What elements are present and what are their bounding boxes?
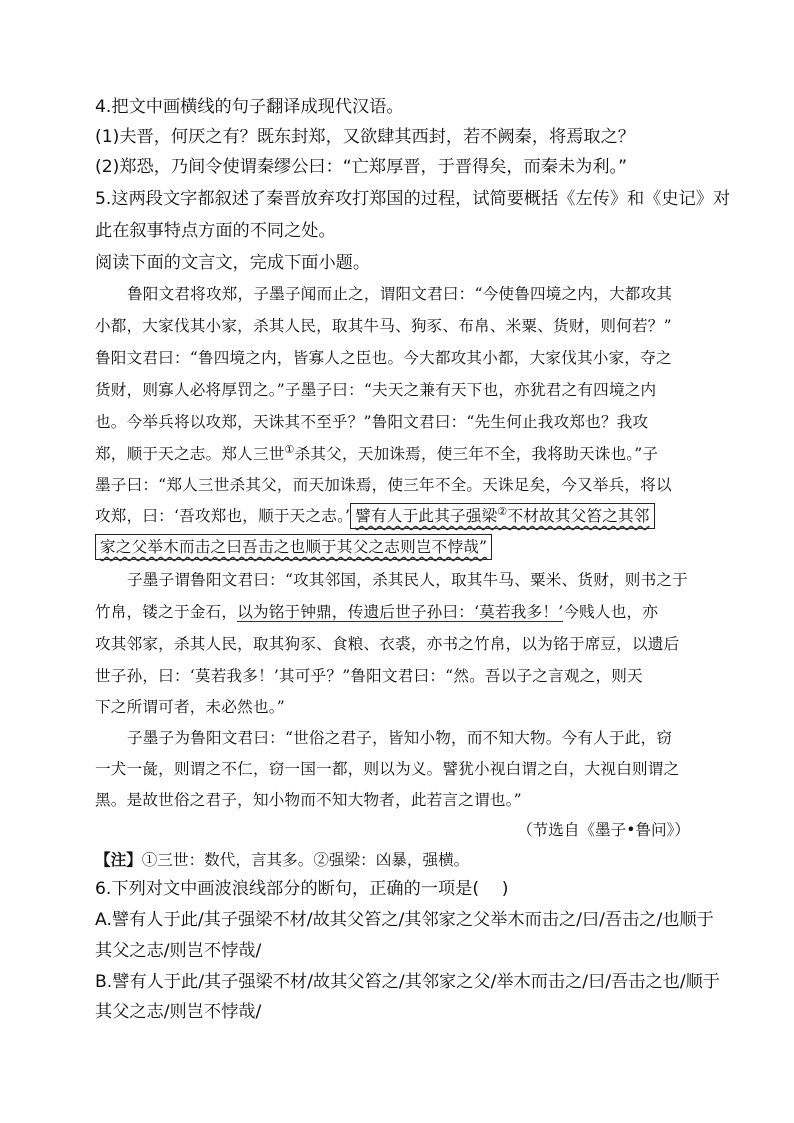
- passage-p2-line-5: 下之所谓可者，未必然也。”: [95, 698, 285, 716]
- question-6-title: 6.下列对文中画波浪线部分的断句，正确的一项是( ): [95, 879, 509, 899]
- passage-p1-line-9: [95, 534, 492, 560]
- footnote: [95, 848, 469, 872]
- option-a-line-2: 其父之志/则岂不悖哉/: [95, 941, 262, 961]
- passage-source: （节选自《墨子•鲁问》）: [517, 821, 690, 839]
- question-4-item-2: (2)郑恐，乃间令使谓秦缪公曰：“亡郑厚晋，于晋得矣，而秦未为利。”: [95, 157, 627, 177]
- passage-p3-line-1: 子墨子为鲁阳文君曰：“世俗之君子，皆知小物，而不知大物。今有人于此，窃: [127, 729, 673, 747]
- option-a-line-1: A.譬有人于此/其子强梁不材/故其父笞之/其邻家之父举木而击之/曰/吾击之/也顺于: [95, 910, 714, 930]
- passage-p3-line-2: 一犬一彘，则谓之不仁，窃一国一都，则以为义。譬犹小视白谓之白，大视白则谓之: [95, 760, 680, 778]
- boxed-wavy-sentence: [350, 503, 654, 529]
- option-b-line-2: 其父之志/则岂不悖哉/: [95, 1002, 262, 1022]
- reading-intro: 阅读下面的文言文，完成下面小题。: [95, 253, 371, 273]
- passage-p1-line-3: 鲁阳文君曰：“鲁四境之内，皆寡人之臣也。今大都攻其小都，大家伐其小家，夺之: [95, 349, 672, 367]
- passage-text: 攻郑，曰：‘吾攻郑也，顺于天之志。’: [95, 507, 351, 525]
- passage-p2-line-3: 攻其邻家，杀其人民，取其狗豕、食粮、衣裘，亦书之竹帛，以为铭于席豆，以遗后: [95, 635, 680, 653]
- passage-p2-line-4: 世子孙，曰：‘莫若我多！’其可乎？”鲁阳文君曰：“然。吾以子之言观之，则天: [95, 667, 643, 685]
- passage-p1-line-4: 货财，则寡人必将厚罚之。”子墨子曰：“夫天之兼有天下也，亦犹君之有四境之内: [95, 381, 657, 399]
- footnote-marker: ①: [284, 442, 295, 456]
- question-4-item-1: (1)夫晋，何厌之有？既东封郑，又欲肆其西封，若不阙秦，将焉取之？: [95, 127, 635, 147]
- passage-text: 不材故其父笞之其邻: [507, 507, 650, 525]
- passage-p1-line-7: 墨子曰：“郑人三世杀其父，而天加诛焉，使三年不全。天诛足矣，今又举兵，将以: [95, 476, 672, 494]
- passage-p3-line-3: 黑。是故世俗之君子，知小物而不知大物者，此若言之谓也。”: [95, 791, 522, 809]
- passage-p2-line-1: 子墨子谓鲁阳文君曰：“攻其邻国，杀其民人，取其牛马、粟米、货财，则书之于: [127, 571, 688, 589]
- question-5-line-2: 此在叙事特点方面的不同之处。: [95, 221, 336, 241]
- option-b-line-1: B.譬有人于此/其子强梁不材/故其父笞之/其邻家之父/举木而击之/曰/吾击之也/顺于: [95, 972, 720, 992]
- boxed-wavy-sentence: 家之父举木而击之曰吾击之也顺于其父之志则岂不悖哉”: [95, 534, 492, 560]
- underlined-sentence: 以为铭于钟鼎，传遗后世子孙曰：‘莫若我多！’: [237, 603, 564, 621]
- passage-p2-line-2: [95, 600, 658, 624]
- passage-p1-line-1: 鲁阳文君将攻郑，子墨子闻而止之，谓阳文君曰：“今使鲁四境之内，大都攻其: [127, 285, 673, 303]
- passage-p1-line-2: 小都，大家伐其小家，杀其人民，取其牛马、狗豕、布帛、米粟、货财，则何若？”: [95, 317, 672, 335]
- passage-text: 杀其父，天加诛焉，使三年不全，我将助天诛也。”子: [294, 445, 659, 463]
- passage-p1-line-6: [95, 442, 658, 466]
- passage-text: 今贱人也，亦: [563, 603, 659, 621]
- note-label: 【注】: [95, 851, 142, 869]
- question-4-title: 4.把文中画横线的句子翻译成现代汉语。: [95, 97, 404, 117]
- note-text: ①三世：数代，言其多。②强梁：凶暴，强横。: [141, 851, 470, 869]
- footnote-marker: ②: [497, 504, 508, 518]
- passage-text: 譬有人于此其子强梁: [355, 507, 498, 525]
- passage-text: 竹帛，镂之于金石，: [95, 603, 238, 621]
- passage-p1-line-5: 也。今举兵将以攻郑，天诛其不至乎？”鲁阳文君曰：“先生何止我攻郑也？我攻: [95, 413, 649, 431]
- question-5-line-1: 5.这两段文字都叙述了秦晋放弃攻打郑国的过程，试简要概括《左传》和《史记》对: [95, 189, 731, 209]
- passage-p1-line-8: [95, 503, 655, 529]
- passage-text: 郑，顺于天之志。郑人三世: [95, 445, 285, 463]
